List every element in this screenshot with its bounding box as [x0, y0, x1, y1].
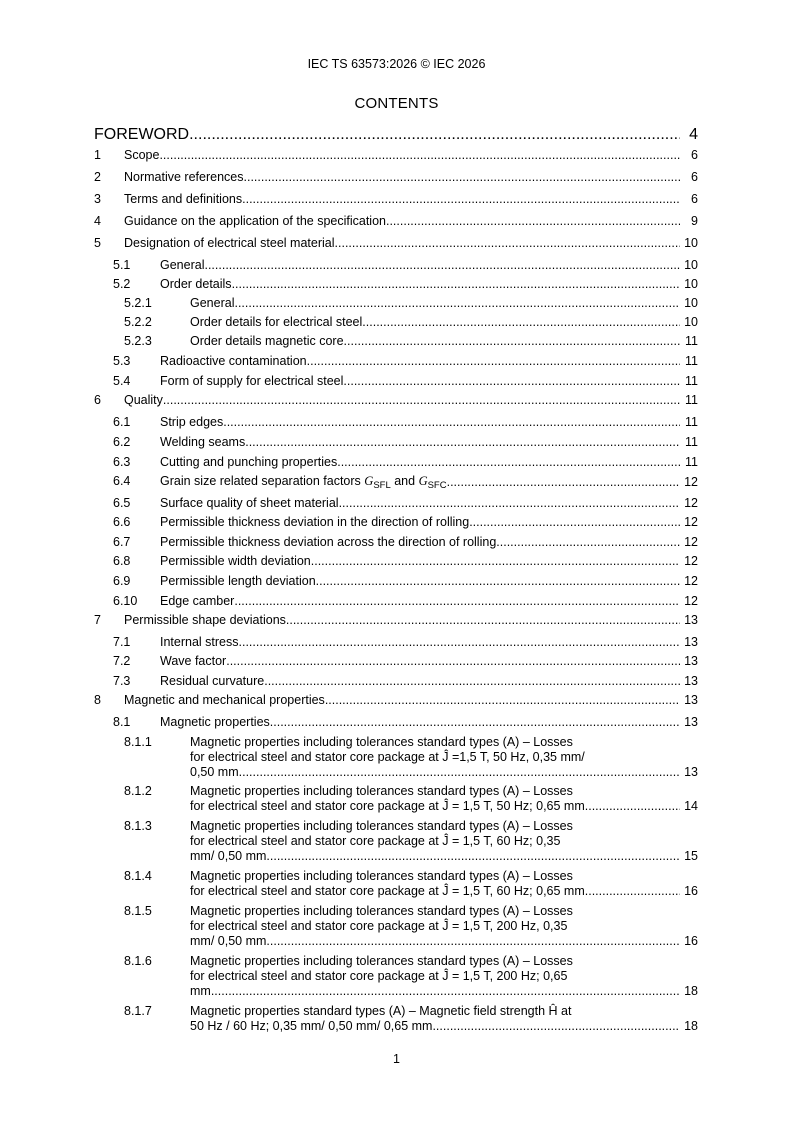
- toc-page-number: 10: [684, 258, 698, 272]
- toc-section-number: 5.2.1: [124, 296, 152, 310]
- toc-page-number: 11: [685, 435, 698, 449]
- leader-dots: [311, 554, 680, 568]
- page-title: CONTENTS: [354, 95, 439, 112]
- toc-section-number: 3: [94, 192, 101, 206]
- toc-entry-title-line: Magnetic properties including tolerances standard types (A) – Losses: [190, 735, 573, 749]
- toc-section-number: 6.4: [113, 474, 131, 488]
- toc-page-number: 13: [684, 715, 698, 729]
- toc-section-number: 8.1.6: [124, 954, 152, 968]
- leader-dots: [469, 515, 680, 529]
- toc-section-number: 6.5: [113, 496, 131, 510]
- toc-entry-title-line: Magnetic properties including tolerances standard types (A) – Losses: [190, 954, 573, 968]
- toc-section-number: 7.2: [113, 654, 131, 668]
- toc-entry-title: Wave factor: [160, 654, 227, 668]
- toc-entry-title-line: for electrical steel and stator core package at Ĵ = 1,5 T, 50 Hz; 0,65 mm: [190, 799, 585, 813]
- leader-dots: [159, 148, 680, 162]
- toc-section-number: 7.3: [113, 674, 131, 688]
- toc-page-number: 13: [684, 654, 698, 668]
- leader-dots: [585, 884, 680, 898]
- toc-page-number: 10: [684, 236, 698, 250]
- leader-dots: [307, 354, 680, 368]
- toc-page-number: 11: [685, 415, 698, 429]
- leader-dots: [286, 613, 680, 627]
- toc-page-number: 6: [691, 148, 698, 162]
- toc-entry-title-line: mm/ 0,50 mm: [190, 934, 267, 948]
- leader-dots: [325, 693, 680, 707]
- leader-dots: [226, 654, 680, 668]
- toc-page-number: 6: [691, 192, 698, 206]
- toc-entry-title: Scope: [124, 148, 160, 162]
- toc-section-number: 6.2: [113, 435, 131, 449]
- leader-dots: [362, 315, 680, 329]
- toc-section-number: 8.1.2: [124, 784, 152, 798]
- toc-entry-title: Terms and definitions: [124, 192, 243, 206]
- leader-dots: [335, 236, 680, 250]
- toc-entry-title: Order details magnetic core: [190, 334, 344, 348]
- toc-page-number: 18: [684, 1019, 698, 1033]
- toc-entry-title-line: Magnetic properties including tolerances standard types (A) – Losses: [190, 904, 573, 918]
- leader-dots: [316, 574, 680, 588]
- toc-entry-title: General: [160, 258, 205, 272]
- leader-dots: [447, 475, 680, 489]
- subscript: SFL: [373, 480, 391, 491]
- toc-page-number: 12: [684, 496, 698, 510]
- toc-section-number: 6.1: [113, 415, 131, 429]
- toc-section-number: 8.1.1: [124, 735, 152, 749]
- toc-entry-title-line: for electrical steel and stator core package at Ĵ = 1,5 T, 200 Hz, 0,35: [190, 919, 568, 933]
- leader-dots: [343, 374, 680, 388]
- toc-page-number: 12: [684, 554, 698, 568]
- leader-dots: [204, 258, 680, 272]
- toc-page-number: 11: [685, 334, 698, 348]
- toc-entry-title: Radioactive contamination: [160, 354, 307, 368]
- toc-entry-title: Magnetic and mechanical properties: [124, 693, 325, 707]
- toc-section-number: 8.1: [113, 715, 131, 729]
- leader-dots: [266, 849, 680, 863]
- toc-entry-title: Permissible shape deviations: [124, 613, 286, 627]
- toc-page-number: 18: [684, 984, 698, 998]
- toc-entry-title-line: for electrical steel and stator core package at Ĵ =1,5 T, 50 Hz, 0,35 mm/: [190, 750, 585, 764]
- toc-page-number: 15: [684, 849, 698, 863]
- toc-page-number: 12: [684, 475, 698, 489]
- toc-section-number: 6.3: [113, 455, 131, 469]
- toc-section-number: 6.9: [113, 574, 131, 588]
- toc-page-number: 4: [689, 126, 698, 143]
- leader-dots: [239, 635, 680, 649]
- toc-section-number: 8.1.3: [124, 819, 152, 833]
- toc-entry-title-line: Magnetic properties including tolerances standard types (A) – Losses: [190, 869, 573, 883]
- symbol-g: G: [364, 474, 374, 488]
- toc-section-number: 6.8: [113, 554, 131, 568]
- toc-entry-title: Order details: [160, 277, 232, 291]
- leader-dots: [266, 934, 680, 948]
- toc-entry-title: Surface quality of sheet material: [160, 496, 339, 510]
- toc-entry-title: Edge camber: [160, 594, 235, 608]
- leader-dots: [232, 277, 680, 291]
- toc-entry-title: Normative references: [124, 170, 244, 184]
- toc-section-number: 8.1.7: [124, 1004, 152, 1018]
- toc-page-number: 13: [684, 693, 698, 707]
- toc-page-number: 13: [684, 613, 698, 627]
- toc-entry-title: Quality: [124, 393, 163, 407]
- toc-section-number: 1: [94, 148, 101, 162]
- toc-entry-title-line: for electrical steel and stator core package at Ĵ = 1,5 T, 60 Hz; 0,65 mm: [190, 884, 585, 898]
- toc-entry-title: Cutting and punching properties: [160, 455, 338, 469]
- leader-dots: [234, 594, 680, 608]
- toc-page-number: 16: [684, 884, 698, 898]
- toc-entry-title-line: 0,50 mm: [190, 765, 239, 779]
- toc-entry-title: Form of supply for electrical steel: [160, 374, 344, 388]
- toc-entry-title: Residual curvature: [160, 674, 265, 688]
- toc-entry-title: Order details for electrical steel: [190, 315, 363, 329]
- toc-entry-title-line: Magnetic properties including tolerances standard types (A) – Losses: [190, 819, 573, 833]
- subscript: SFC: [427, 480, 447, 491]
- toc-entry-title: Internal stress: [160, 635, 239, 649]
- leader-dots: [239, 765, 680, 779]
- toc-entry-title: Designation of electrical steel material: [124, 236, 335, 250]
- toc-entry-title-line: for electrical steel and stator core package at Ĵ = 1,5 T, 60 Hz; 0,35: [190, 834, 561, 848]
- toc-entry-title: Permissible thickness deviation in the direction of rolling: [160, 515, 470, 529]
- leader-dots: [163, 393, 680, 407]
- toc-entry-title: Grain size related separation factors $G_{SFL}$ and $G_{SFC}$: [160, 474, 447, 491]
- toc-section-number: 6.7: [113, 535, 131, 549]
- toc-page-number: 13: [684, 765, 698, 779]
- toc-section-number: 8: [94, 693, 101, 707]
- toc-page-number: 11: [685, 393, 698, 407]
- toc-section-number: 5.2.2: [124, 315, 152, 329]
- toc-section-number: 5.1: [113, 258, 131, 272]
- toc-section-number: 5.3: [113, 354, 131, 368]
- toc-entry-title: Strip edges: [160, 415, 224, 429]
- toc-entry-title: Magnetic properties: [160, 715, 270, 729]
- toc-page-number: 10: [684, 315, 698, 329]
- toc-page-number: 13: [684, 674, 698, 688]
- leader-dots: [432, 1019, 680, 1033]
- toc-entry-title: Permissible thickness deviation across the direction of rolling: [160, 535, 497, 549]
- leader-dots: [339, 496, 680, 510]
- toc-page-number: 10: [684, 296, 698, 310]
- leader-dots: [270, 715, 680, 729]
- toc-page-number: 10: [684, 277, 698, 291]
- toc-entry-title: Guidance on the application of the specification: [124, 214, 386, 228]
- toc-entry-title-line: Magnetic properties including tolerances standard types (A) – Losses: [190, 784, 573, 798]
- toc-page-number: 13: [684, 635, 698, 649]
- toc-entry-title: Permissible width deviation: [160, 554, 311, 568]
- toc-page-number: 6: [691, 170, 698, 184]
- toc-entry-title-line: 50 Hz / 60 Hz; 0,35 mm/ 0,50 mm/ 0,65 mm: [190, 1019, 433, 1033]
- toc-entry-title-line: Magnetic properties standard types (A) – Magnetic field strength Ĥ at: [190, 1004, 572, 1018]
- leader-dots: [245, 435, 680, 449]
- document-header: IEC TS 63573:2026 © IEC 2026: [307, 57, 486, 71]
- toc-page-number: 16: [684, 934, 698, 948]
- toc-page-number: 12: [684, 515, 698, 529]
- toc-entry-title-line: for electrical steel and stator core package at Ĵ = 1,5 T, 200 Hz; 0,65: [190, 969, 568, 983]
- leader-dots: [386, 214, 680, 228]
- toc-page-number: 11: [685, 455, 698, 469]
- toc-section-number: 6.10: [113, 594, 138, 608]
- leader-dots: [264, 674, 680, 688]
- leader-dots: [189, 126, 680, 144]
- toc-section-number: 5.2.3: [124, 334, 152, 348]
- toc-entry-title-line: mm/ 0,50 mm: [190, 849, 267, 863]
- toc-section-number: 4: [94, 214, 101, 228]
- toc-section-number: 5: [94, 236, 101, 250]
- toc-entry-title: FOREWORD: [94, 126, 190, 143]
- toc-entry-title: General: [190, 296, 235, 310]
- toc-section-number: 7.1: [113, 635, 131, 649]
- toc-page-number: 11: [685, 374, 698, 388]
- leader-dots: [337, 455, 680, 469]
- leader-dots: [234, 296, 680, 310]
- leader-dots: [585, 799, 680, 813]
- leader-dots: [223, 415, 680, 429]
- toc-section-number: 5.4: [113, 374, 131, 388]
- toc-page-number: 14: [684, 799, 698, 813]
- toc-entry-title: Welding seams: [160, 435, 246, 449]
- toc-section-number: 8.1.5: [124, 904, 152, 918]
- leader-dots: [244, 170, 681, 184]
- page-number-footer: 1: [393, 1052, 400, 1066]
- toc-section-number: 2: [94, 170, 101, 184]
- toc-entry-title: Permissible length deviation: [160, 574, 316, 588]
- symbol-g: G: [418, 474, 428, 488]
- toc-section-number: 8.1.4: [124, 869, 152, 883]
- toc-entry-foreword[interactable]: [94, 126, 698, 144]
- toc-page-number: 12: [684, 594, 698, 608]
- toc-page-number: 12: [684, 535, 698, 549]
- leader-dots: [242, 192, 680, 206]
- toc-page-number: 12: [684, 574, 698, 588]
- leader-dots: [496, 535, 680, 549]
- toc-entry-title-line: mm: [190, 984, 211, 998]
- leader-dots: [344, 334, 680, 348]
- toc-section-number: 6.6: [113, 515, 131, 529]
- toc-section-number: 7: [94, 613, 101, 627]
- toc-section-number: 6: [94, 393, 101, 407]
- leader-dots: [211, 984, 680, 998]
- toc-section-number: 5.2: [113, 277, 131, 291]
- toc-page-number: 9: [691, 214, 698, 228]
- toc-page-number: 11: [685, 354, 698, 368]
